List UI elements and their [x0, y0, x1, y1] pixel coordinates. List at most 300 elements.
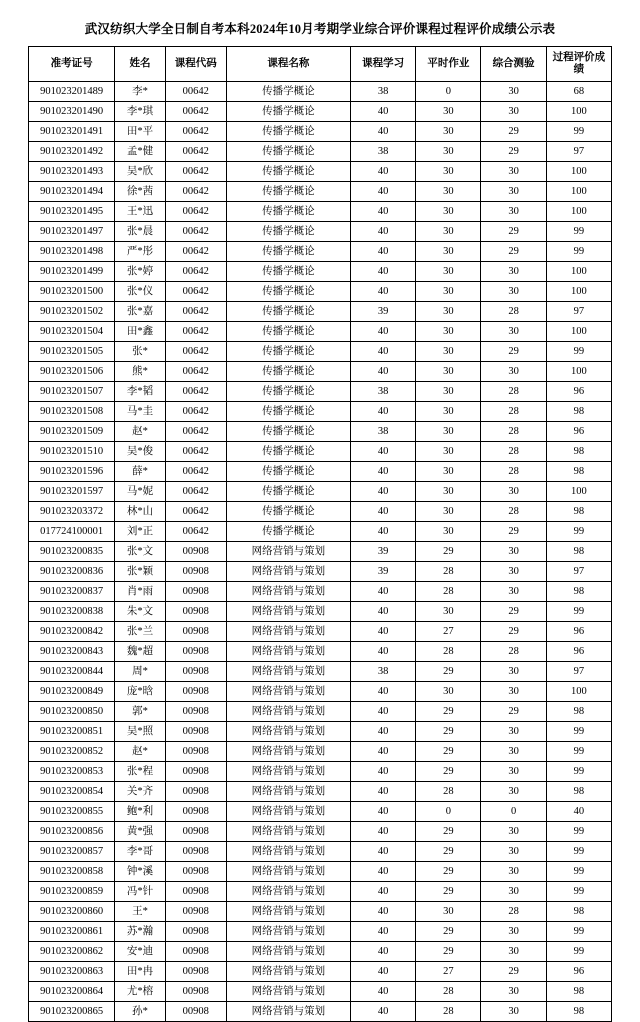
cell-comprehensive-test: 28 — [481, 642, 546, 662]
cell-name: 吴*俊 — [115, 442, 166, 462]
cell-name: 马*圭 — [115, 402, 166, 422]
cell-comprehensive-test: 30 — [481, 1002, 546, 1022]
table-row — [29, 562, 612, 582]
cell-course-code: 00642 — [165, 242, 226, 262]
cell-course-code: 00642 — [165, 362, 226, 382]
table-row — [29, 802, 612, 822]
cell-homework: 30 — [416, 142, 481, 162]
cell-name: 鲍*利 — [115, 802, 166, 822]
cell-process-score: 98 — [546, 982, 611, 1002]
cell-exam-number: 901023200849 — [29, 682, 115, 702]
cell-homework: 30 — [416, 122, 481, 142]
cell-process-score: 96 — [546, 642, 611, 662]
cell-exam-number: 901023201500 — [29, 282, 115, 302]
cell-course-study: 40 — [350, 262, 415, 282]
cell-course-name: 网络营销与策划 — [226, 762, 350, 782]
table-row — [29, 942, 612, 962]
table-row — [29, 182, 612, 202]
cell-course-code: 00908 — [165, 922, 226, 942]
cell-name: 吴*欣 — [115, 162, 166, 182]
cell-homework: 29 — [416, 742, 481, 762]
cell-name: 朱*文 — [115, 602, 166, 622]
cell-process-score: 100 — [546, 262, 611, 282]
table-row — [29, 222, 612, 242]
table-row — [29, 882, 612, 902]
cell-homework: 30 — [416, 262, 481, 282]
cell-homework: 28 — [416, 782, 481, 802]
table-row — [29, 682, 612, 702]
cell-exam-number: 901023201506 — [29, 362, 115, 382]
cell-homework: 30 — [416, 302, 481, 322]
table-row — [29, 922, 612, 942]
cell-process-score: 98 — [546, 1002, 611, 1022]
table-row — [29, 142, 612, 162]
table-row — [29, 422, 612, 442]
cell-process-score: 97 — [546, 662, 611, 682]
cell-course-name: 网络营销与策划 — [226, 902, 350, 922]
cell-course-study: 40 — [350, 322, 415, 342]
cell-course-code: 00642 — [165, 322, 226, 342]
cell-exam-number: 901023203372 — [29, 502, 115, 522]
cell-course-name: 传播学概论 — [226, 162, 350, 182]
cell-course-study: 40 — [350, 362, 415, 382]
cell-name: 王* — [115, 902, 166, 922]
table-row — [29, 442, 612, 462]
cell-comprehensive-test: 30 — [481, 582, 546, 602]
table-row — [29, 362, 612, 382]
cell-name: 严*彤 — [115, 242, 166, 262]
cell-course-code: 00908 — [165, 762, 226, 782]
table-row — [29, 982, 612, 1002]
table-row — [29, 782, 612, 802]
cell-exam-number: 901023201493 — [29, 162, 115, 182]
cell-comprehensive-test: 30 — [481, 162, 546, 182]
cell-name: 张*仪 — [115, 282, 166, 302]
table-row — [29, 902, 612, 922]
cell-homework: 30 — [416, 502, 481, 522]
cell-name: 刘*正 — [115, 522, 166, 542]
cell-exam-number: 017724100001 — [29, 522, 115, 542]
cell-course-name: 传播学概论 — [226, 382, 350, 402]
cell-course-code: 00908 — [165, 702, 226, 722]
cell-exam-number: 901023201492 — [29, 142, 115, 162]
cell-course-study: 40 — [350, 922, 415, 942]
cell-homework: 30 — [416, 402, 481, 422]
cell-name: 张*兰 — [115, 622, 166, 642]
cell-homework: 30 — [416, 602, 481, 622]
cell-course-study: 40 — [350, 742, 415, 762]
cell-exam-number: 901023201507 — [29, 382, 115, 402]
cell-comprehensive-test: 28 — [481, 502, 546, 522]
table-row — [29, 102, 612, 122]
cell-comprehensive-test: 30 — [481, 842, 546, 862]
cell-course-study: 40 — [350, 222, 415, 242]
cell-course-code: 00908 — [165, 962, 226, 982]
cell-comprehensive-test: 30 — [481, 322, 546, 342]
cell-comprehensive-test: 30 — [481, 362, 546, 382]
cell-exam-number: 901023200838 — [29, 602, 115, 622]
cell-comprehensive-test: 29 — [481, 702, 546, 722]
cell-process-score: 96 — [546, 622, 611, 642]
cell-course-study: 40 — [350, 622, 415, 642]
cell-homework: 30 — [416, 902, 481, 922]
cell-process-score: 99 — [546, 222, 611, 242]
cell-course-code: 00642 — [165, 202, 226, 222]
cell-course-name: 传播学概论 — [226, 522, 350, 542]
cell-course-code: 00642 — [165, 162, 226, 182]
cell-course-name: 网络营销与策划 — [226, 882, 350, 902]
cell-exam-number: 901023200852 — [29, 742, 115, 762]
cell-process-score: 99 — [546, 122, 611, 142]
cell-process-score: 96 — [546, 382, 611, 402]
cell-process-score: 100 — [546, 322, 611, 342]
cell-comprehensive-test: 29 — [481, 962, 546, 982]
cell-homework: 29 — [416, 542, 481, 562]
cell-exam-number: 901023201597 — [29, 482, 115, 502]
cell-name: 李*韬 — [115, 382, 166, 402]
cell-exam-number: 901023200858 — [29, 862, 115, 882]
cell-process-score: 99 — [546, 762, 611, 782]
cell-course-name: 传播学概论 — [226, 362, 350, 382]
cell-name: 郭* — [115, 702, 166, 722]
cell-course-code: 00642 — [165, 182, 226, 202]
cell-course-code: 00908 — [165, 682, 226, 702]
cell-exam-number: 901023200843 — [29, 642, 115, 662]
cell-comprehensive-test: 28 — [481, 442, 546, 462]
cell-exam-number: 901023200853 — [29, 762, 115, 782]
cell-name: 张*颖 — [115, 562, 166, 582]
cell-process-score: 99 — [546, 842, 611, 862]
cell-process-score: 97 — [546, 302, 611, 322]
cell-name: 冯*针 — [115, 882, 166, 902]
cell-exam-number: 901023201497 — [29, 222, 115, 242]
cell-course-code: 00908 — [165, 622, 226, 642]
cell-course-name: 网络营销与策划 — [226, 822, 350, 842]
cell-course-name: 网络营销与策划 — [226, 982, 350, 1002]
cell-homework: 29 — [416, 842, 481, 862]
cell-exam-number: 901023201499 — [29, 262, 115, 282]
cell-exam-number: 901023200857 — [29, 842, 115, 862]
cell-homework: 29 — [416, 922, 481, 942]
cell-course-name: 网络营销与策划 — [226, 962, 350, 982]
cell-process-score: 98 — [546, 502, 611, 522]
cell-exam-number: 901023200851 — [29, 722, 115, 742]
cell-course-code: 00908 — [165, 942, 226, 962]
cell-homework: 30 — [416, 442, 481, 462]
cell-name: 钟*溪 — [115, 862, 166, 882]
cell-course-code: 00642 — [165, 502, 226, 522]
cell-process-score: 98 — [546, 402, 611, 422]
table-row — [29, 822, 612, 842]
table-row — [29, 122, 612, 142]
cell-course-code: 00908 — [165, 742, 226, 762]
cell-comprehensive-test: 30 — [481, 722, 546, 742]
cell-process-score: 100 — [546, 282, 611, 302]
table-row — [29, 342, 612, 362]
table-row — [29, 202, 612, 222]
cell-course-name: 传播学概论 — [226, 322, 350, 342]
cell-exam-number: 901023201508 — [29, 402, 115, 422]
cell-name: 李* — [115, 82, 166, 102]
cell-course-name: 网络营销与策划 — [226, 642, 350, 662]
cell-exam-number: 901023200835 — [29, 542, 115, 562]
cell-course-study: 40 — [350, 782, 415, 802]
table-row — [29, 162, 612, 182]
cell-course-name: 传播学概论 — [226, 102, 350, 122]
table-row — [29, 242, 612, 262]
cell-exam-number: 901023200844 — [29, 662, 115, 682]
cell-course-code: 00642 — [165, 402, 226, 422]
cell-comprehensive-test: 30 — [481, 542, 546, 562]
cell-course-name: 传播学概论 — [226, 122, 350, 142]
cell-course-name: 网络营销与策划 — [226, 782, 350, 802]
cell-course-code: 00908 — [165, 902, 226, 922]
cell-course-name: 网络营销与策划 — [226, 722, 350, 742]
cell-course-study: 40 — [350, 502, 415, 522]
cell-process-score: 99 — [546, 862, 611, 882]
cell-exam-number: 901023200860 — [29, 902, 115, 922]
cell-course-study: 40 — [350, 482, 415, 502]
cell-exam-number: 901023200856 — [29, 822, 115, 842]
cell-comprehensive-test: 30 — [481, 202, 546, 222]
cell-name: 田*鑫 — [115, 322, 166, 342]
table-row — [29, 542, 612, 562]
cell-course-name: 传播学概论 — [226, 502, 350, 522]
cell-name: 徐*茜 — [115, 182, 166, 202]
cell-course-code: 00908 — [165, 602, 226, 622]
cell-course-study: 40 — [350, 962, 415, 982]
cell-homework: 28 — [416, 982, 481, 1002]
cell-course-name: 网络营销与策划 — [226, 562, 350, 582]
cell-exam-number: 901023200863 — [29, 962, 115, 982]
cell-course-name: 网络营销与策划 — [226, 582, 350, 602]
cell-course-code: 00642 — [165, 102, 226, 122]
cell-process-score: 100 — [546, 362, 611, 382]
cell-comprehensive-test: 29 — [481, 602, 546, 622]
cell-exam-number: 901023200862 — [29, 942, 115, 962]
cell-comprehensive-test: 30 — [481, 102, 546, 122]
cell-process-score: 96 — [546, 422, 611, 442]
cell-name: 苏*瀚 — [115, 922, 166, 942]
column-header-course-name: 课程名称 — [226, 47, 350, 82]
cell-process-score: 100 — [546, 102, 611, 122]
cell-process-score: 100 — [546, 682, 611, 702]
cell-homework: 30 — [416, 322, 481, 342]
cell-comprehensive-test: 30 — [481, 482, 546, 502]
cell-course-study: 40 — [350, 582, 415, 602]
cell-course-study: 38 — [350, 382, 415, 402]
column-header-course-study: 课程学习 — [350, 47, 415, 82]
cell-homework: 30 — [416, 182, 481, 202]
cell-course-code: 00908 — [165, 882, 226, 902]
table-header — [29, 47, 612, 82]
cell-process-score: 96 — [546, 962, 611, 982]
cell-course-code: 00642 — [165, 442, 226, 462]
cell-comprehensive-test: 30 — [481, 822, 546, 842]
cell-course-study: 38 — [350, 142, 415, 162]
table-row — [29, 842, 612, 862]
cell-name: 关*齐 — [115, 782, 166, 802]
cell-exam-number: 901023201494 — [29, 182, 115, 202]
cell-course-study: 40 — [350, 1002, 415, 1022]
cell-comprehensive-test: 30 — [481, 922, 546, 942]
cell-exam-number: 901023201504 — [29, 322, 115, 342]
cell-course-study: 40 — [350, 602, 415, 622]
cell-course-study: 40 — [350, 342, 415, 362]
cell-name: 赵* — [115, 742, 166, 762]
cell-comprehensive-test: 30 — [481, 562, 546, 582]
cell-course-code: 00908 — [165, 662, 226, 682]
cell-name: 安*迪 — [115, 942, 166, 962]
cell-exam-number: 901023201502 — [29, 302, 115, 322]
cell-homework: 30 — [416, 222, 481, 242]
table-row — [29, 82, 612, 102]
cell-course-name: 传播学概论 — [226, 402, 350, 422]
cell-course-study: 40 — [350, 242, 415, 262]
cell-course-study: 39 — [350, 562, 415, 582]
cell-course-study: 40 — [350, 202, 415, 222]
cell-homework: 29 — [416, 942, 481, 962]
cell-homework: 28 — [416, 582, 481, 602]
cell-comprehensive-test: 30 — [481, 862, 546, 882]
cell-name: 张*程 — [115, 762, 166, 782]
cell-comprehensive-test: 29 — [481, 122, 546, 142]
cell-course-study: 40 — [350, 102, 415, 122]
cell-course-study: 40 — [350, 702, 415, 722]
cell-course-name: 传播学概论 — [226, 282, 350, 302]
table-row — [29, 462, 612, 482]
cell-course-code: 00642 — [165, 282, 226, 302]
cell-course-study: 40 — [350, 282, 415, 302]
cell-course-name: 传播学概论 — [226, 302, 350, 322]
table-row — [29, 702, 612, 722]
cell-name: 张*嘉 — [115, 302, 166, 322]
cell-course-study: 39 — [350, 302, 415, 322]
cell-course-name: 传播学概论 — [226, 442, 350, 462]
cell-process-score: 68 — [546, 82, 611, 102]
cell-process-score: 98 — [546, 902, 611, 922]
cell-exam-number: 901023200850 — [29, 702, 115, 722]
cell-exam-number: 901023201491 — [29, 122, 115, 142]
cell-comprehensive-test: 28 — [481, 902, 546, 922]
cell-course-code: 00642 — [165, 482, 226, 502]
cell-course-name: 网络营销与策划 — [226, 662, 350, 682]
cell-process-score: 99 — [546, 742, 611, 762]
cell-course-study: 40 — [350, 522, 415, 542]
cell-course-study: 38 — [350, 82, 415, 102]
cell-process-score: 100 — [546, 482, 611, 502]
cell-course-study: 40 — [350, 462, 415, 482]
cell-name: 马*妮 — [115, 482, 166, 502]
cell-homework: 28 — [416, 562, 481, 582]
cell-exam-number: 901023200864 — [29, 982, 115, 1002]
cell-course-name: 传播学概论 — [226, 202, 350, 222]
cell-process-score: 98 — [546, 442, 611, 462]
cell-name: 李*琪 — [115, 102, 166, 122]
cell-homework: 30 — [416, 242, 481, 262]
cell-course-name: 传播学概论 — [226, 422, 350, 442]
cell-course-name: 网络营销与策划 — [226, 702, 350, 722]
cell-course-name: 传播学概论 — [226, 222, 350, 242]
cell-homework: 0 — [416, 802, 481, 822]
table-row — [29, 622, 612, 642]
cell-process-score: 98 — [546, 702, 611, 722]
cell-course-code: 00908 — [165, 782, 226, 802]
cell-course-code: 00908 — [165, 542, 226, 562]
table-row — [29, 1002, 612, 1022]
cell-homework: 27 — [416, 622, 481, 642]
cell-course-study: 40 — [350, 862, 415, 882]
cell-course-study: 40 — [350, 442, 415, 462]
cell-comprehensive-test: 30 — [481, 982, 546, 1002]
grades-table — [28, 46, 612, 1022]
table-row — [29, 482, 612, 502]
cell-process-score: 99 — [546, 342, 611, 362]
column-header-name: 姓名 — [115, 47, 166, 82]
cell-course-name: 传播学概论 — [226, 462, 350, 482]
cell-course-study: 38 — [350, 662, 415, 682]
cell-comprehensive-test: 30 — [481, 882, 546, 902]
cell-process-score: 100 — [546, 202, 611, 222]
cell-course-name: 传播学概论 — [226, 342, 350, 362]
cell-course-name: 网络营销与策划 — [226, 742, 350, 762]
cell-course-code: 00908 — [165, 862, 226, 882]
table-row — [29, 762, 612, 782]
cell-homework: 28 — [416, 642, 481, 662]
cell-exam-number: 901023200842 — [29, 622, 115, 642]
cell-process-score: 97 — [546, 562, 611, 582]
cell-process-score: 98 — [546, 582, 611, 602]
cell-comprehensive-test: 30 — [481, 782, 546, 802]
table-row — [29, 522, 612, 542]
table-row — [29, 662, 612, 682]
column-header-process-score: 过程评价成绩 — [546, 47, 611, 82]
cell-process-score: 98 — [546, 782, 611, 802]
cell-course-code: 00908 — [165, 1002, 226, 1022]
cell-name: 薛* — [115, 462, 166, 482]
cell-comprehensive-test: 28 — [481, 462, 546, 482]
cell-process-score: 99 — [546, 922, 611, 942]
cell-course-code: 00908 — [165, 822, 226, 842]
cell-course-code: 00642 — [165, 462, 226, 482]
cell-name: 赵* — [115, 422, 166, 442]
table-row — [29, 322, 612, 342]
cell-course-name: 传播学概论 — [226, 242, 350, 262]
cell-name: 肖*雨 — [115, 582, 166, 602]
cell-name: 熊* — [115, 362, 166, 382]
cell-course-name: 网络营销与策划 — [226, 1002, 350, 1022]
cell-homework: 30 — [416, 522, 481, 542]
cell-process-score: 99 — [546, 822, 611, 842]
cell-homework: 29 — [416, 882, 481, 902]
cell-exam-number: 901023201489 — [29, 82, 115, 102]
cell-course-name: 网络营销与策划 — [226, 682, 350, 702]
cell-exam-number: 901023200865 — [29, 1002, 115, 1022]
cell-name: 张*婷 — [115, 262, 166, 282]
table-body — [29, 82, 612, 1022]
cell-homework: 30 — [416, 382, 481, 402]
cell-homework: 30 — [416, 482, 481, 502]
table-row — [29, 302, 612, 322]
cell-exam-number: 901023200837 — [29, 582, 115, 602]
cell-course-name: 传播学概论 — [226, 82, 350, 102]
table-row — [29, 262, 612, 282]
cell-homework: 30 — [416, 682, 481, 702]
column-header-course-code: 课程代码 — [165, 47, 226, 82]
cell-course-study: 38 — [350, 422, 415, 442]
table-header-row — [29, 47, 612, 82]
cell-name: 魏*超 — [115, 642, 166, 662]
